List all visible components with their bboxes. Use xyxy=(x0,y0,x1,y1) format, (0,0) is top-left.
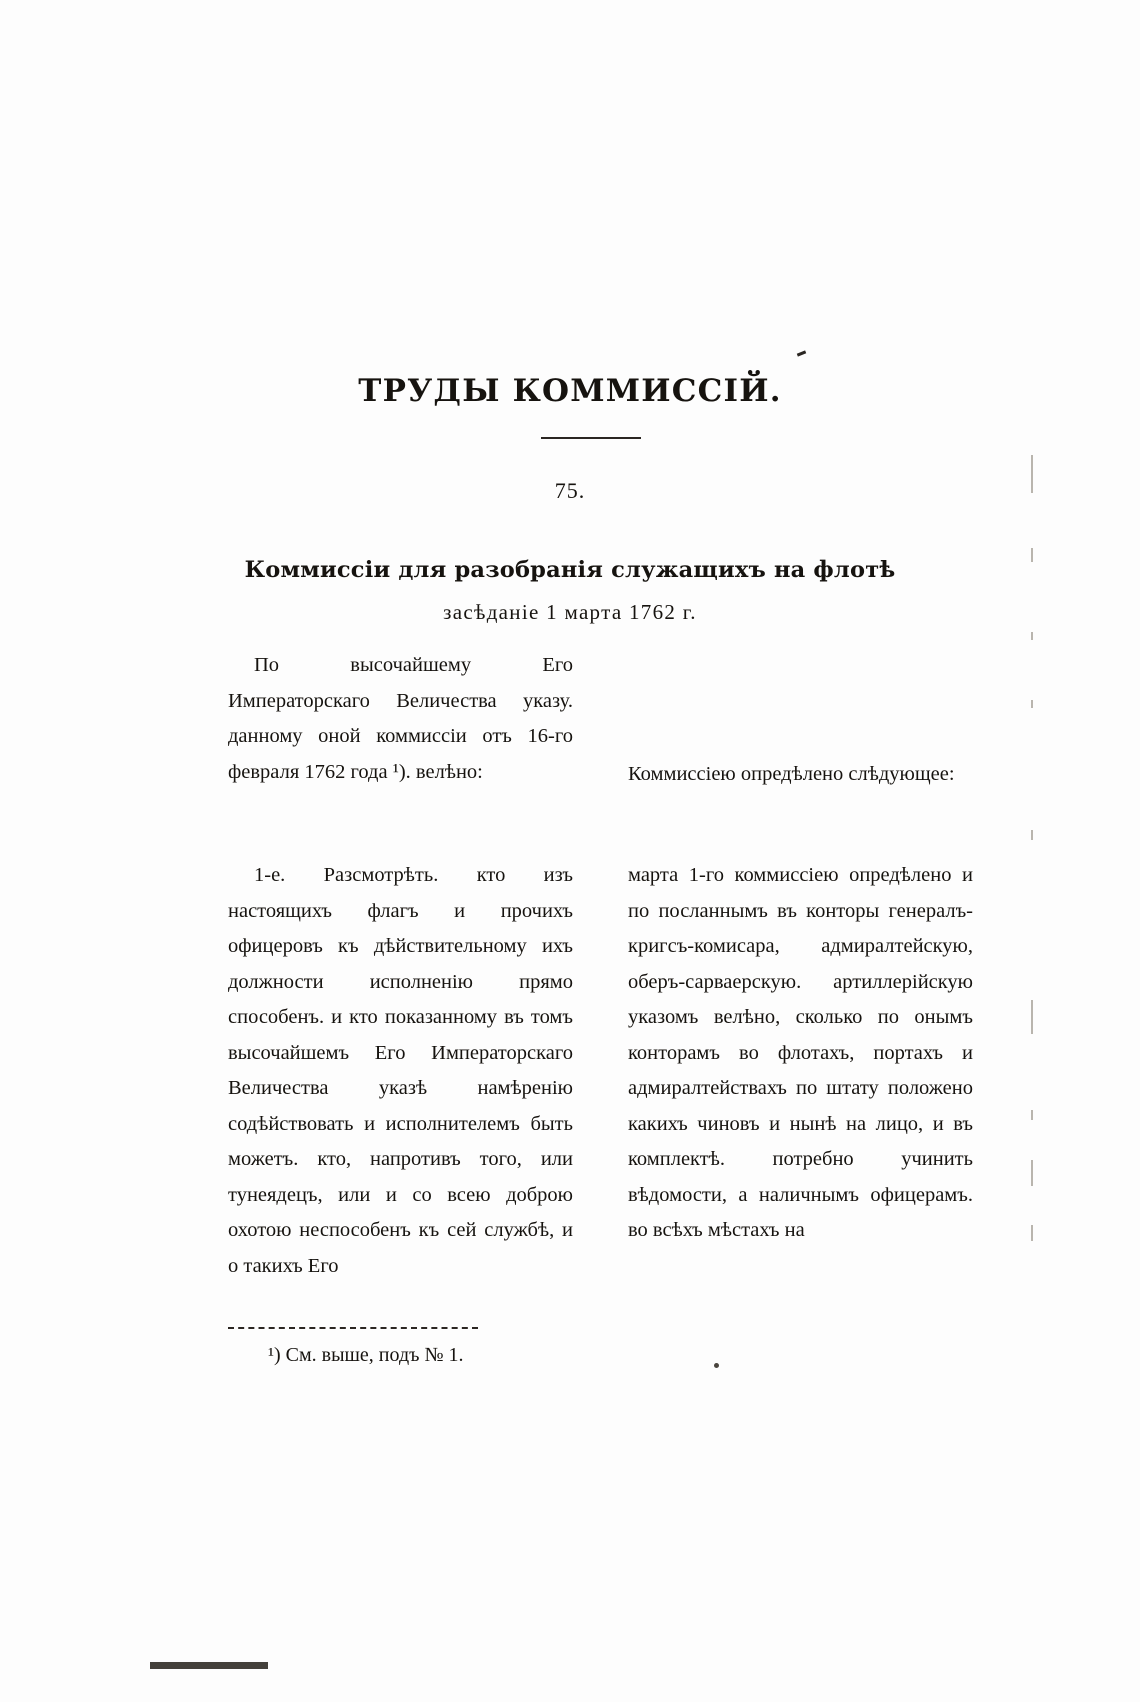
left-column-intro xyxy=(228,648,573,790)
right-column-intro xyxy=(628,757,973,793)
footnote-divider-rule xyxy=(228,1327,478,1329)
left-intro-paragraph: По высочайшему Его Императорскаго Величества указу. данному оной коммиссіи отъ 16-го февраля 1762 года ¹). велѣно: xyxy=(228,654,573,783)
page-title: ТРУДЫ КОММИССІЙ. xyxy=(358,372,782,409)
page-edge-smudge xyxy=(150,1662,268,1669)
ink-speck xyxy=(714,1363,719,1368)
right-intro-paragraph: Коммиссіею опредѣлено слѣдующее: xyxy=(628,763,955,785)
right-body-paragraph: марта 1-го коммиссіею опредѣлено и по посланнымъ въ конторы генералъ-кригсъ-комисара, адмиралтейскую, оберъ-сарваерскую. артиллерійскую указомъ велѣно, сколько по онымъ конторамъ во флотахъ, портахъ и адмиралтействахъ по штату положено какихъ чиновъ и нынѣ на лицо, и въ комплектѣ. потребно учинить вѣдомости, а наличнымъ офицерамъ. во всѣхъ мѣстахъ на xyxy=(628,864,973,1241)
footnote-text: ¹) См. выше, подъ № 1. xyxy=(268,1344,464,1366)
left-body-paragraph: 1-е. Разсмотрѣть. кто изъ настоящихъ флагъ и прочихъ офицеровъ къ дѣйствительному ихъ должности исполненію прямо способенъ. и кто показанному въ томъ высочайшемъ Его Императорскаго Величества указѣ намѣренію содѣйствовать и исполнителемъ быть можетъ. кто, напротивъ того, или тунеядецъ, или и со всею доброю охотою неспособенъ къ сей службѣ, и о такихъ Его xyxy=(228,864,573,1277)
ink-tick-mark xyxy=(797,350,806,356)
meeting-date-line: засѣданіе 1 марта 1762 г. xyxy=(443,600,697,624)
left-column-body xyxy=(228,858,573,1284)
section-number: 75. xyxy=(554,478,586,503)
right-column-body xyxy=(628,858,973,1249)
title-divider-rule xyxy=(541,437,641,439)
section-subtitle: Коммиссіи для разобранія служащихъ на флотѣ xyxy=(244,556,896,583)
